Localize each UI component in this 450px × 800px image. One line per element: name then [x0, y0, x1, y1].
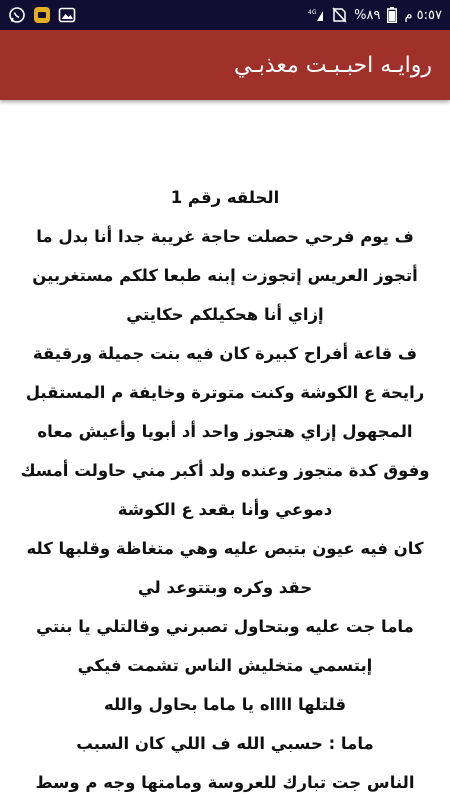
app-title: روايـه احبـبـت معذبـي	[233, 52, 432, 78]
story-line: وفوق كدة متجوز وعنده ولد أكبر مني حاولت أمسك	[20, 461, 430, 480]
story-line: ماما جت عليه وبتحاول تصبرني وقالتلي يا بنتي	[36, 617, 414, 636]
whatsapp-icon	[8, 6, 26, 24]
app-bar	[0, 30, 450, 100]
story-line: ف يوم فرحي حصلت حاجة غريبة جدا أنا بدل ما	[36, 227, 414, 246]
story-line: إزاي أنا هحكيلكم حكايتي	[126, 305, 324, 324]
story-line: رايحة ع الكوشة وكنت متوترة وخايفة م المستقبل	[25, 383, 425, 402]
notification-badge-icon	[33, 6, 51, 24]
story-line: قلتلها ااااه يا ماما بحاول والله	[103, 695, 347, 714]
chapter-title: الحلقه رقم 1	[170, 188, 280, 207]
story-line: إبتسمي متخليش الناس تشمت فيكي	[77, 656, 373, 675]
network-type-label: 4G	[308, 9, 317, 16]
story-line: دموعي وأنا بقعد ع الكوشة	[117, 500, 333, 519]
story-line: ف قاعة أفراح كبيرة كان فيه بنت جميلة ورقيقة	[32, 344, 418, 363]
battery-icon	[387, 7, 397, 23]
status-right-icons	[308, 7, 442, 23]
story-line: الناس جت تبارك للعروسة ومامتها وجه م وسط	[35, 773, 415, 792]
story-line: كان فيه عيون بتبص عليه وهي متغاظة وقلبها كله	[26, 539, 424, 558]
story-line: ماما : حسبي الله ف اللي كان السبب	[76, 734, 374, 753]
story-line: المجهول إزاي هتجوز واحد أد أبويا وأعيش معاه	[37, 422, 413, 441]
story-content[interactable]	[0, 100, 450, 800]
clock: ٥:٥٧ م	[404, 7, 442, 23]
gallery-icon	[58, 6, 76, 24]
story-line: حقد وكره وبتتوعد لي	[137, 578, 313, 597]
battery-percent: %٨٩	[354, 7, 381, 23]
status-bar	[0, 0, 450, 30]
mobile-signal-icon	[308, 8, 324, 22]
no-sim-icon	[331, 7, 347, 23]
story-line: أتجوز العريس إتجوزت إبنه طبعا كلكم مستغربين	[32, 266, 418, 285]
status-left-icons	[8, 6, 76, 24]
